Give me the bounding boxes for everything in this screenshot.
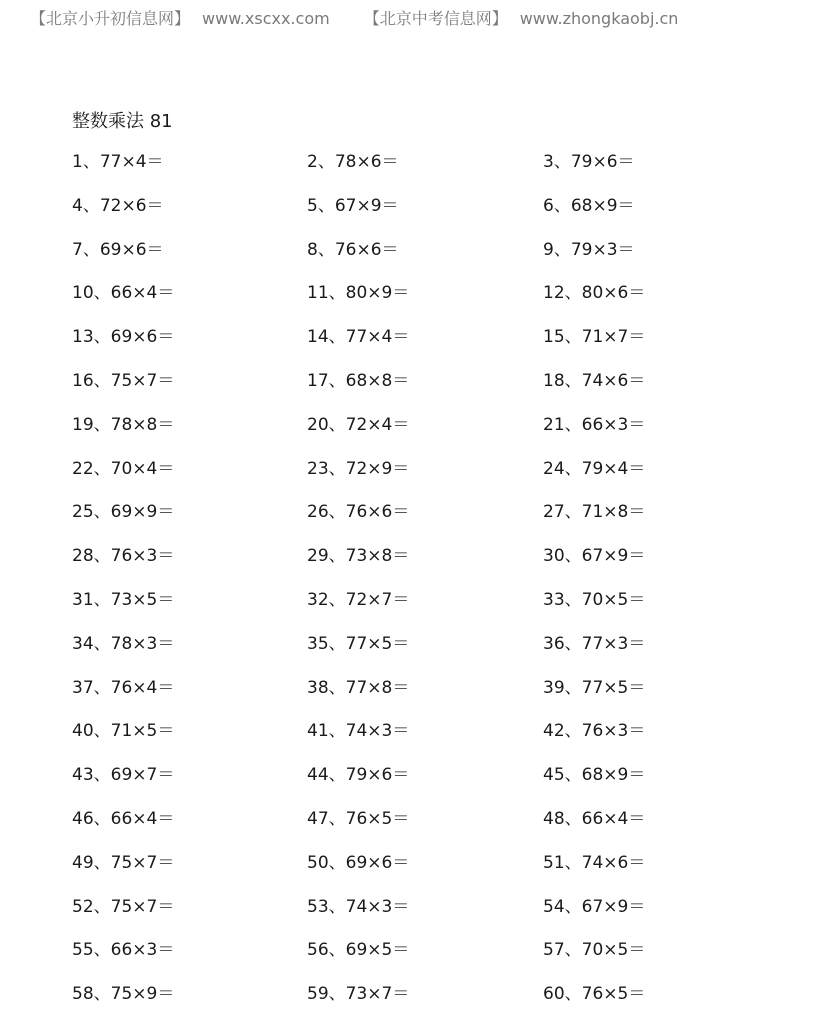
problem-item: 40、71×5＝ [72, 721, 175, 742]
problem-item: 31、73×5＝ [72, 589, 175, 610]
problem-item: 23、72×9＝ [307, 458, 410, 479]
problem-item: 15、71×7＝ [543, 327, 646, 348]
problem-item: 42、76×3＝ [543, 721, 646, 742]
problem-item: 17、68×8＝ [307, 370, 410, 391]
problem-item: 26、76×6＝ [307, 502, 410, 523]
problem-item: 8、76×6＝ [307, 239, 399, 260]
problem-item: 53、74×3＝ [307, 896, 410, 917]
problem-item: 13、69×6＝ [72, 327, 175, 348]
problem-item: 28、76×3＝ [72, 546, 175, 567]
problem-item: 37、76×4＝ [72, 677, 175, 698]
problem-item: 45、68×9＝ [543, 765, 646, 786]
problem-item: 9、79×3＝ [543, 239, 635, 260]
problem-item: 49、75×7＝ [72, 852, 175, 873]
problem-item: 20、72×4＝ [307, 414, 410, 435]
problem-item: 43、69×7＝ [72, 765, 175, 786]
problem-item: 25、69×9＝ [72, 502, 175, 523]
problem-item: 11、80×9＝ [307, 283, 410, 304]
worksheet-title: 整数乘法 81 [72, 111, 173, 132]
problem-item: 56、69×5＝ [307, 940, 410, 961]
problem-item: 59、73×7＝ [307, 984, 410, 1005]
problem-item: 24、79×4＝ [543, 458, 646, 479]
problem-item: 27、71×8＝ [543, 502, 646, 523]
problem-item: 5、67×9＝ [307, 195, 399, 216]
problem-item: 47、76×5＝ [307, 808, 410, 829]
problem-item: 29、73×8＝ [307, 546, 410, 567]
problem-item: 6、68×9＝ [543, 195, 635, 216]
problem-item: 38、77×8＝ [307, 677, 410, 698]
problem-item: 44、79×6＝ [307, 765, 410, 786]
page-header [30, 6, 678, 29]
problem-item: 4、72×6＝ [72, 195, 164, 216]
problem-item: 33、70×5＝ [543, 589, 646, 610]
site1-url[interactable]: www.xscxx.com [202, 9, 330, 28]
problem-item: 18、74×6＝ [543, 370, 646, 391]
problem-item: 52、75×7＝ [72, 896, 175, 917]
problem-item: 22、70×4＝ [72, 458, 175, 479]
problem-item: 54、67×9＝ [543, 896, 646, 917]
problem-item: 30、67×9＝ [543, 546, 646, 567]
problem-item: 35、77×5＝ [307, 633, 410, 654]
problem-item: 19、78×8＝ [72, 414, 175, 435]
problem-item: 7、69×6＝ [72, 239, 164, 260]
problem-item: 3、79×6＝ [543, 152, 635, 172]
problem-item: 39、77×5＝ [543, 677, 646, 698]
problem-item: 2、78×6＝ [307, 152, 399, 172]
problem-item: 36、77×3＝ [543, 633, 646, 654]
problem-item: 34、78×3＝ [72, 633, 175, 654]
problem-item: 41、74×3＝ [307, 721, 410, 742]
problem-item: 58、75×9＝ [72, 984, 175, 1005]
site2-name: 【北京中考信息网】 [363, 9, 508, 28]
problem-item: 32、72×7＝ [307, 589, 410, 610]
problem-item: 10、66×4＝ [72, 283, 175, 304]
problem-item: 51、74×6＝ [543, 852, 646, 873]
problem-item: 1、77×4＝ [72, 152, 164, 172]
problem-item: 57、70×5＝ [543, 940, 646, 961]
problem-item: 46、66×4＝ [72, 808, 175, 829]
problem-item: 48、66×4＝ [543, 808, 646, 829]
problem-item: 14、77×4＝ [307, 327, 410, 348]
problem-item: 21、66×3＝ [543, 414, 646, 435]
problem-item: 12、80×6＝ [543, 283, 646, 304]
problem-grid [72, 141, 792, 1017]
site2-url[interactable]: www.zhongkaobj.cn [519, 9, 679, 28]
problem-item: 50、69×6＝ [307, 852, 410, 873]
problem-item: 55、66×3＝ [72, 940, 175, 961]
problem-item: 60、76×5＝ [543, 984, 646, 1005]
problem-item: 16、75×7＝ [72, 370, 175, 391]
site1-name: 【北京小升初信息网】 [30, 9, 191, 28]
